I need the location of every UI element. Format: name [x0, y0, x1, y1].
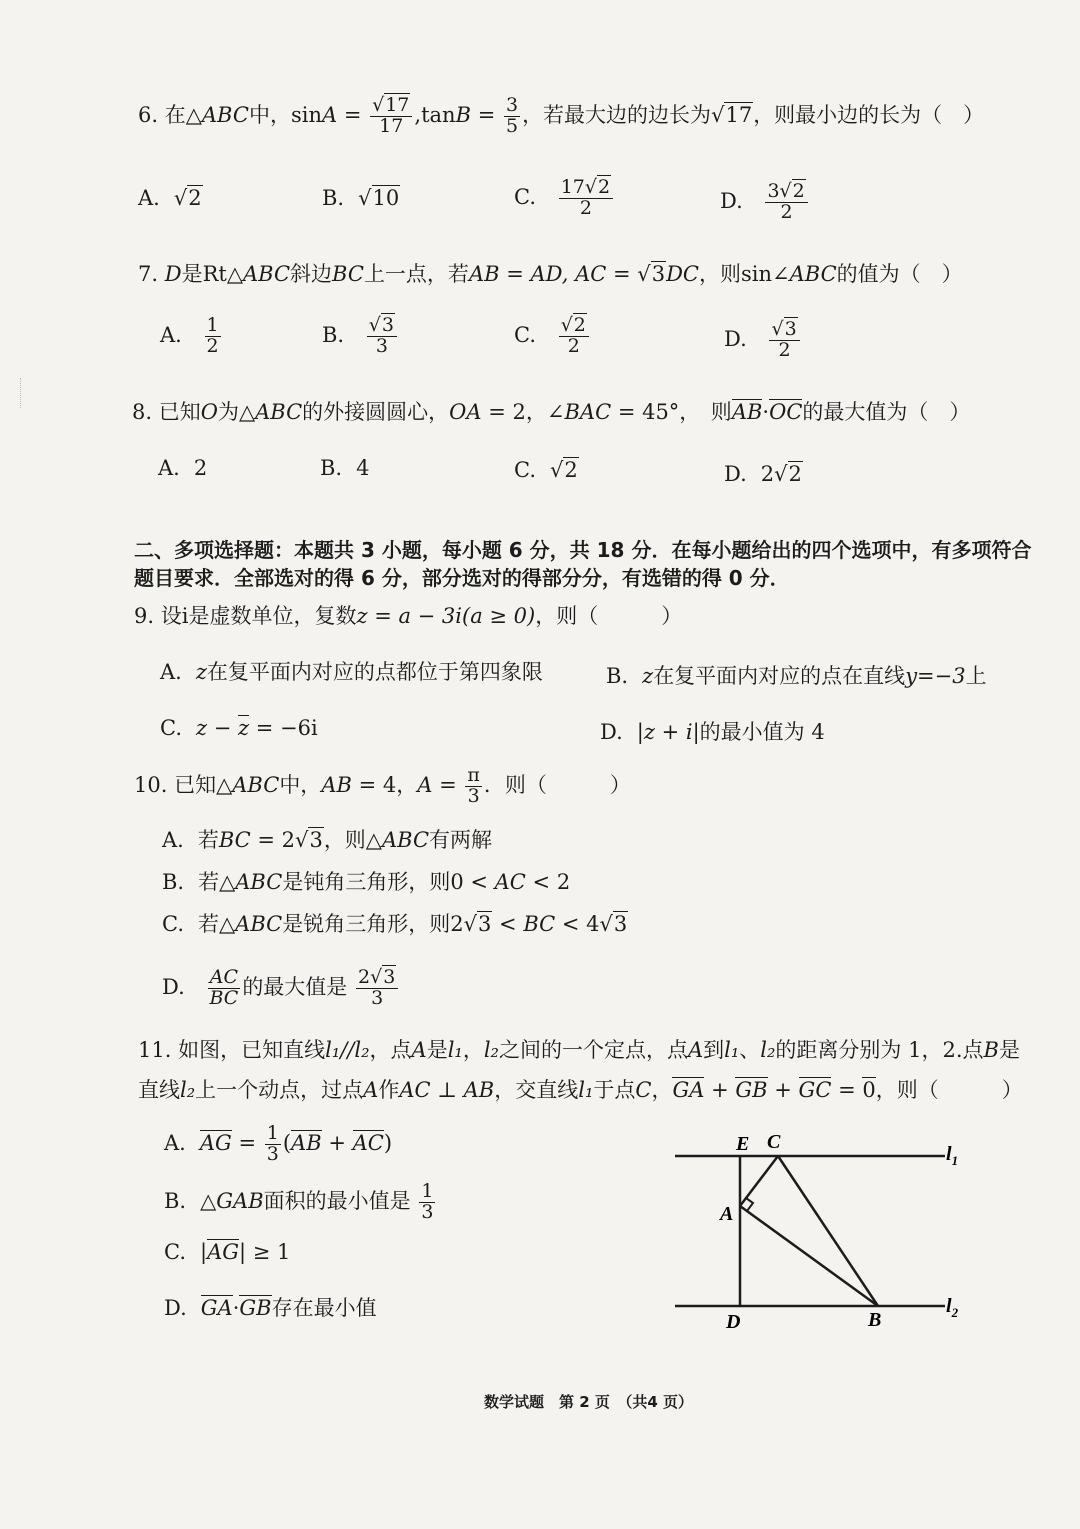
label-C: C — [767, 1131, 781, 1153]
question-8: 8. 已知O为△ABC的外接圆圆心，OA = 2，∠BAC = 45°， 则AB·OC的最大值为（ ） — [132, 400, 971, 424]
q6-option-d: D. $\frac{3√2}{2}$ — [720, 182, 810, 223]
segment-CB — [778, 1156, 878, 1306]
question-7: 7. D是Rt△ABC斜边BC上一点，若AB = AD, AC = √3DC，则sin∠ABC的值为（ ） — [138, 262, 963, 286]
label-l2: $l_2$ — [946, 1295, 959, 1320]
question-10: 10. 已知△ABC中，AB = 4，A = $\frac{\pi}{3}$ ．则（ ） — [134, 764, 631, 807]
q9-option-a: A. z在复平面内对应的点都位于第四象限 — [160, 660, 543, 684]
q8-option-b: B. 4 — [320, 456, 370, 480]
geometry-figure — [660, 1120, 980, 1340]
section-2-heading-line2: 题目要求．全部选对的得 6 分，部分选对的得部分分，有选错的得 0 分． — [134, 566, 790, 590]
q8-option-d: D. 2√2 — [724, 462, 802, 486]
q11-option-d: D. GA·GB存在最小值 — [164, 1296, 377, 1320]
question-11-line2: 直线l₂上一个动点，过点A作AC ⊥ AB，交直线l₁于点C，GA + GB + GC = 0，则（ ） — [138, 1078, 1023, 1102]
question-6: 6. 在△ABC中，sinA = $\frac{√17}{17}$ ,tanB = $\frac{3}{5}$ ，若最大边的边长为√17，则最小边的长为（ ） — [138, 94, 985, 137]
q8-option-c: C. √2 — [514, 458, 578, 482]
q6-option-b: B. √10 — [322, 186, 400, 210]
q10-option-a: A. 若BC = 2√3，则△ABC有两解 — [162, 828, 493, 852]
question-number: 6. — [138, 102, 159, 127]
label-E: E — [736, 1133, 750, 1155]
segment-AB — [740, 1206, 878, 1306]
q7-option-c: C. $\frac{√2}{2}$ — [514, 316, 591, 357]
fraction-tanB: $\frac{3}{5}$ — [505, 94, 519, 137]
question-number: 7. — [138, 262, 159, 286]
q9-option-b: B. z在复平面内对应的点在直线y=−3上 — [606, 664, 987, 688]
q10-option-d: D. $\frac{AC}{BC}$ 的最大值是 $\frac{2√3}{3}$ — [162, 968, 400, 1009]
question-number: 9. — [134, 604, 155, 628]
q8-option-a: A. 2 — [158, 456, 208, 480]
question-number: 8. — [132, 400, 153, 424]
fraction-sinA: $\frac{√17}{17}$ — [370, 96, 412, 137]
question-11-line1: 11. 如图，已知直线l₁//l₂，点A是l₁，l₂之间的一个定点，点A到l₁、l₂的距离分别为 1，2.点B是 — [138, 1038, 1020, 1062]
q7-option-a: A. $\frac{1}{2}$ — [160, 314, 219, 357]
q10-option-b: B. 若△ABC是钝角三角形，则0 < AC < 2 — [162, 870, 571, 894]
question-9: 9. 设i是虚数单位，复数z = a − 3i(a ≥ 0)，则（ ） — [134, 604, 683, 628]
label-A: A — [720, 1203, 734, 1225]
label-D: D — [726, 1311, 741, 1333]
section-2-heading-line1: 二、多项选择题：本题共 3 小题，每小题 6 分，共 18 分．在每小题给出的四个选项中，有多项符合 — [134, 538, 1032, 562]
q10-option-c: C. 若△ABC是锐角三角形，则2√3 < BC < 4√3 — [162, 912, 628, 936]
question-number: 10. — [134, 772, 168, 797]
label-B: B — [868, 1309, 882, 1331]
q7-option-d: D. $\frac{√3}{2}$ — [724, 320, 802, 361]
q7-option-b: B. $\frac{√3}{3}$ — [322, 316, 399, 357]
label-l1: $l_1$ — [946, 1143, 959, 1168]
q9-option-d: D. |z + i|的最小值为 4 — [600, 720, 825, 744]
page-footer: 数学试题 第 2 页 （共4 页） — [484, 1393, 694, 1411]
q9-option-c: C. z − z = −6i — [160, 716, 318, 740]
q6-option-c: C. $\frac{17√2}{2}$ — [514, 178, 615, 219]
right-angle-mark — [746, 1198, 753, 1211]
q11-option-b: B. △GAB面积的最小值是 $\frac{1}{3}$ — [164, 1180, 434, 1223]
q6-option-a: A. √2 — [138, 186, 202, 210]
q11-option-c: C. |AG| ≥ 1 — [164, 1240, 291, 1264]
q11-option-a: A. AG = $\frac{1}{3}$ (AB + AC) — [164, 1122, 393, 1165]
margin-dots — [20, 378, 23, 408]
question-number: 11. — [138, 1038, 172, 1062]
